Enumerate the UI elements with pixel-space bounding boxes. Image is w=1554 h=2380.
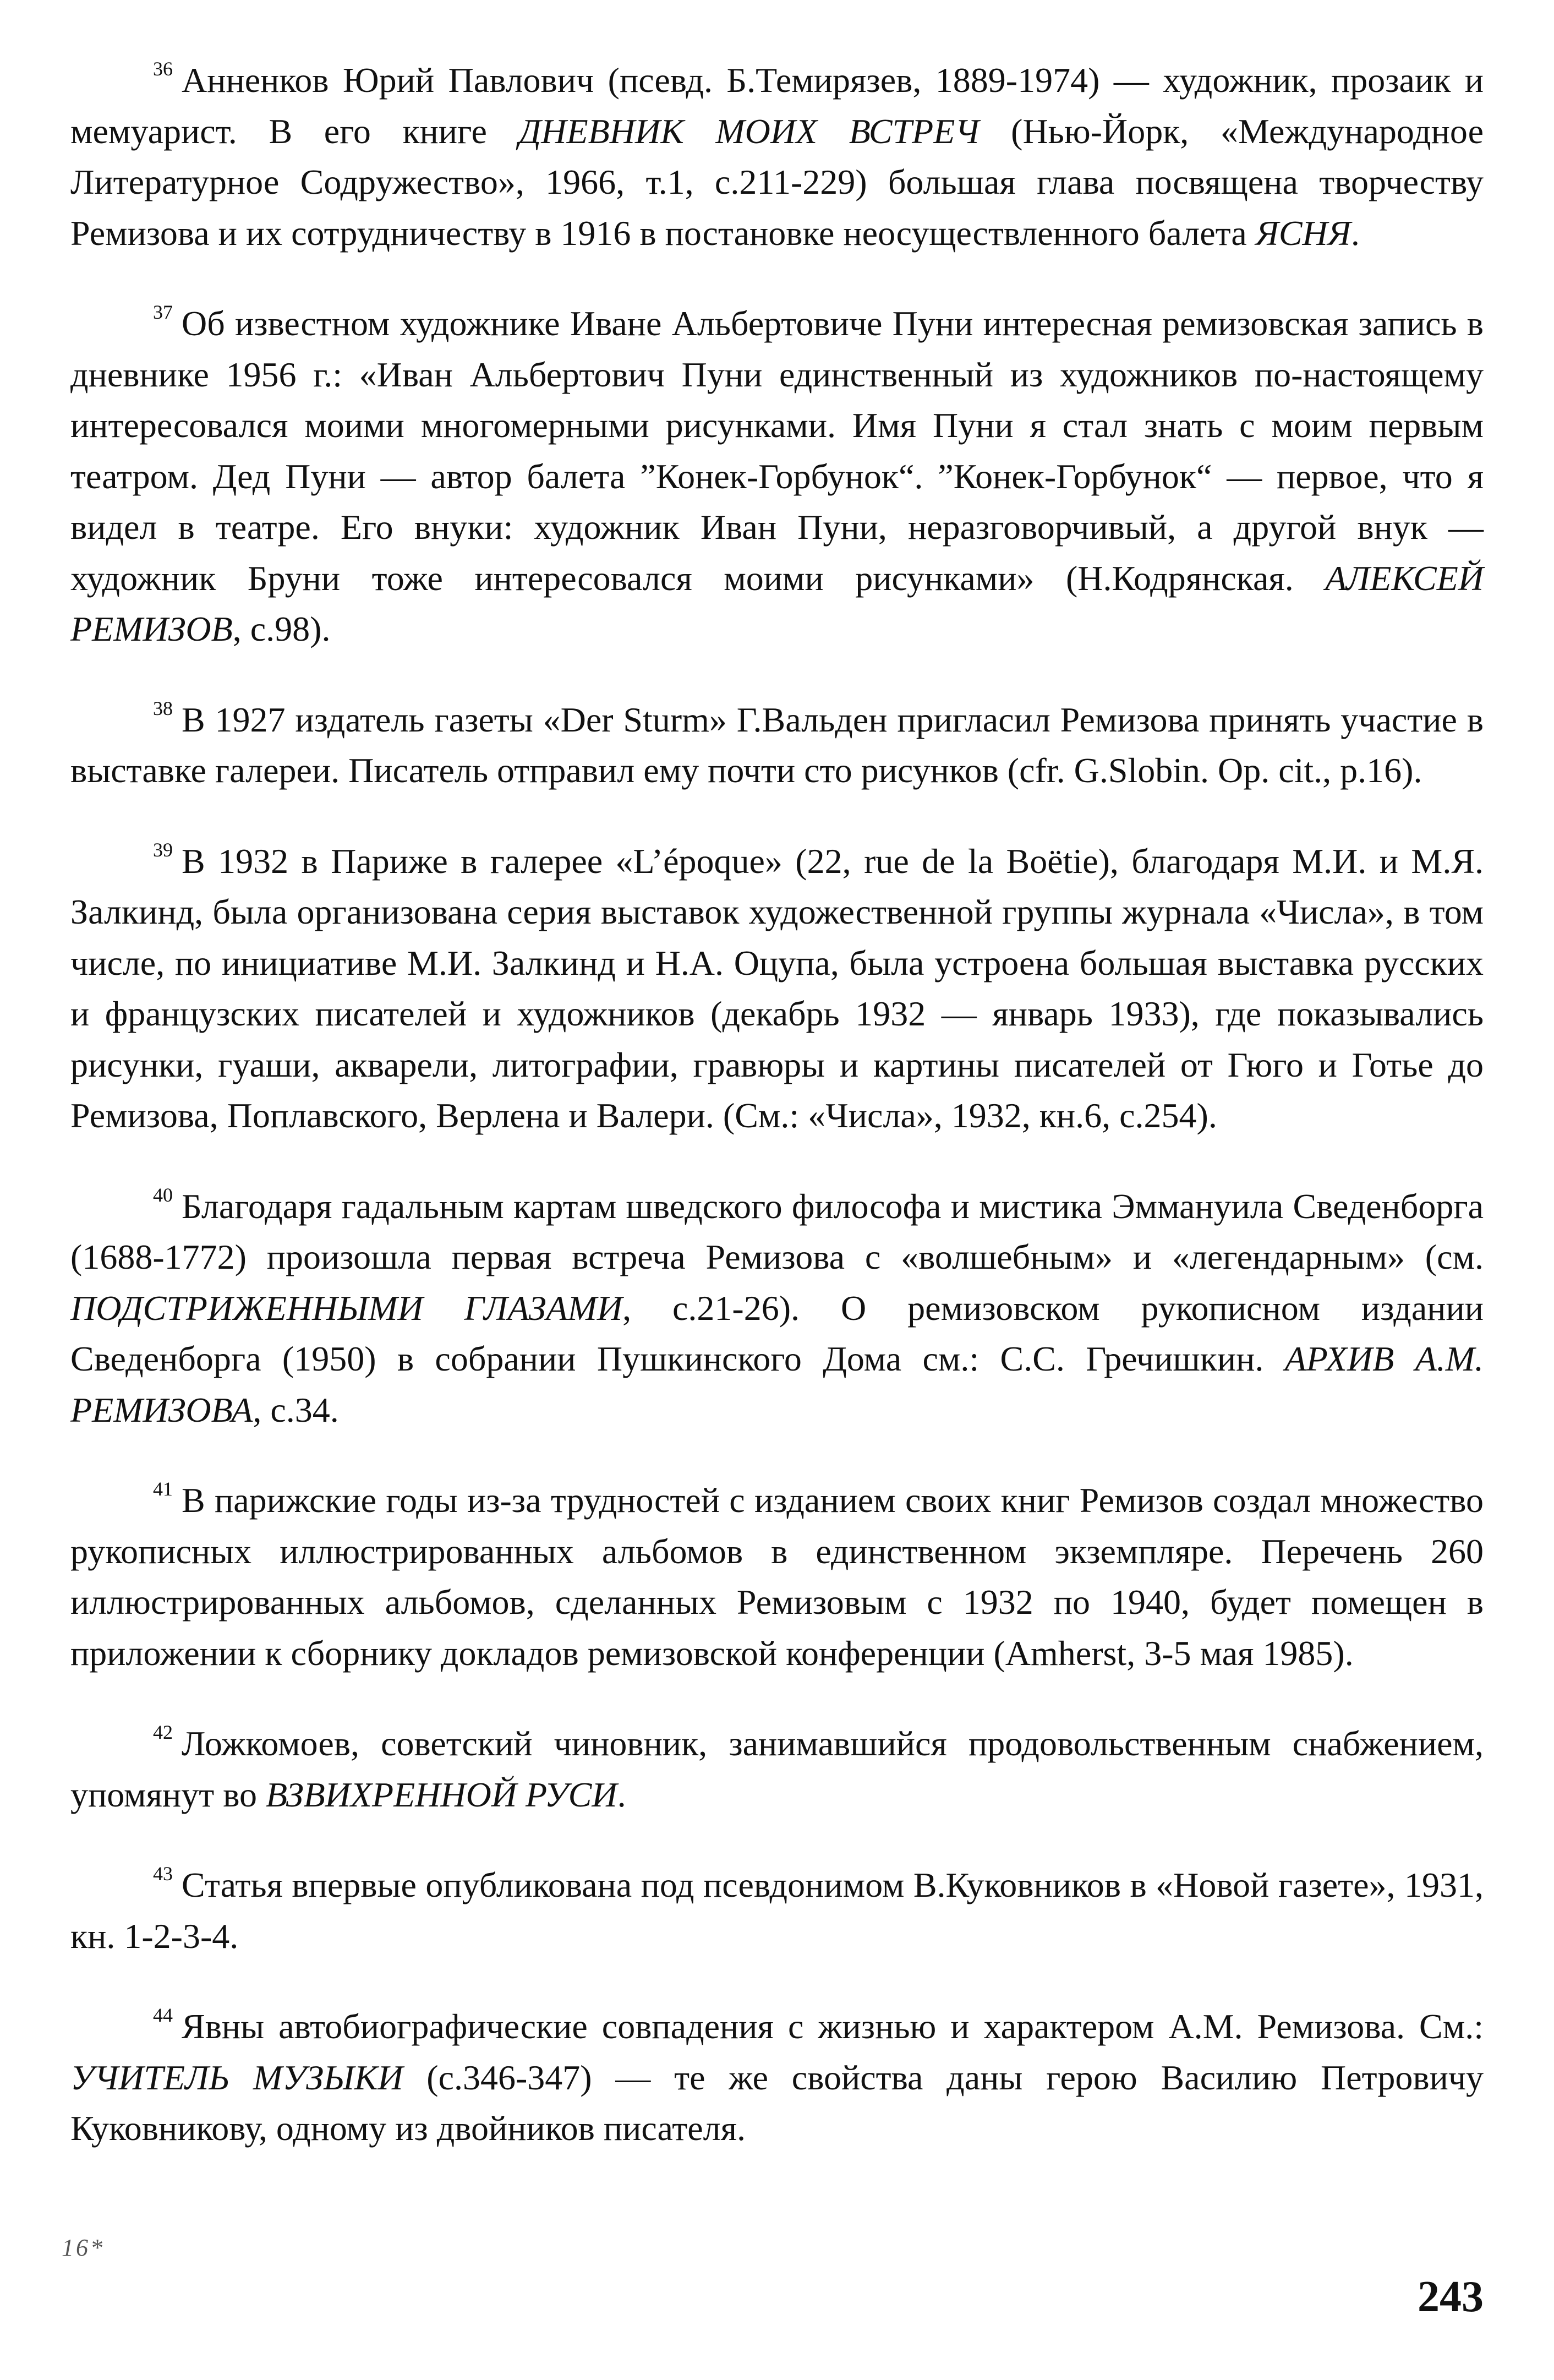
printer-signature-mark: 16* — [62, 2234, 105, 2261]
footnote-number: 38 — [153, 697, 173, 719]
book-title: ВЗВИХРЕННОЙ РУСИ — [265, 1775, 617, 1814]
footnote-text: Анненков Юрий Павлович (псевд. Б.Темирязев, 1889-1974) — художник, прозаик и мемуарист. В его книге — [70, 61, 1484, 151]
footnote-text: В 1932 в Париже в галерее «L’époque» (22, rue de la Boëtie), благодаря М.И. и М.Я. Залкинд, была организована серия выставок художественной группы журнала «Числа», в том числе, по инициативе М.И. Залкинд и Н.А. Оцупа, была устроена большая выставка русских и французских писателей и художников (декабрь 1932 — январь 1933), где показывались рисунки, гуаши, акварели, литографии, гравюры и картины писателей от Гюго и Готье до Ремизова, Поплавского, Верлена и Валери. (См.: «Числа», 1932, кн.6, с.254). — [70, 841, 1484, 1135]
footnote-text: Об известном художнике Иване Альбертовиче Пуни интересная ремизовская запись в дневнике 1956 г.: «Иван Альбертович Пуни единственный из художников по-настоящему интересовался моими многомерными рисунками. Имя Пуни я стал знать с моим первым театром. Дед Пуни — автор балета ”Конек-Горбунок“. ”Конек-Горбунок“ — первое, что я видел в театре. Его внуки: художник Иван Пуни, неразговорчивый, а другой внук — художник Бруни тоже интересовался моими рисунками» (Н.Кодрянская. — [70, 304, 1484, 598]
footnote-37 — [70, 298, 1484, 655]
footnote-36 — [70, 55, 1484, 259]
footnote-number: 40 — [153, 1183, 173, 1206]
footnote-text: , с.21-26). О ремизовском рукописном издании Сведенборга (1950) в собрании Пушкинского Дома см.: С.С. Гречишкин. — [70, 1288, 1484, 1378]
footnote-text: . — [1350, 213, 1360, 253]
footnote-number: 42 — [153, 1721, 173, 1743]
book-title: ДНЕВНИК МОИХ ВСТРЕЧ — [518, 111, 980, 151]
book-title: УЧИТЕЛЬ МУЗЫКИ — [70, 2057, 403, 2097]
footnote-41 — [70, 1475, 1484, 1679]
footnote-number: 37 — [153, 301, 173, 323]
footnote-text: Явны автобиографические совпадения с жизнью и характером А.М. Ремизова. См.: — [182, 2007, 1484, 2046]
footnote-44 — [70, 2001, 1484, 2154]
footnote-text: В 1927 издатель газеты «Der Sturm» Г.Вальден пригласил Ремизова принять участие в выставке галереи. Писатель отправил ему почти сто рисунков (cfr. G.Slobin. Op. cit., p.16). — [70, 700, 1484, 790]
footnote-text: . — [617, 1775, 626, 1814]
footnotes-column — [70, 55, 1484, 2194]
footnote-38 — [70, 695, 1484, 796]
book-title: АРХИВ А.М. РЕМИЗОВА — [70, 1339, 1484, 1429]
footnote-40 — [70, 1181, 1484, 1436]
footnote-number: 36 — [153, 58, 173, 80]
footnote-text: (с.346-347) — те же свойства даны герою Василию Петровичу Куковникову, одному из двойников писателя. — [70, 2057, 1484, 2148]
footnote-39 — [70, 836, 1484, 1142]
footnote-43 — [70, 1860, 1484, 1962]
footnote-text: Ложкомоев, советский чиновник, занимавшийся продовольственным снабжением, упомянут во — [70, 1724, 1484, 1814]
footnote-text: , с.98). — [232, 609, 331, 648]
footnote-number: 41 — [153, 1478, 173, 1500]
page-number: 243 — [1418, 2273, 1484, 2321]
footnote-42 — [70, 1718, 1484, 1820]
footnote-number: 39 — [153, 838, 173, 861]
book-title: ПОДСТРИЖЕННЫМИ ГЛАЗАМИ — [70, 1288, 623, 1328]
footnote-text: Статья впервые опубликована под псевдонимом В.Куковников в «Новой газете», 1931, кн. 1-2-3-4. — [70, 1865, 1484, 1956]
book-title: ЯСНЯ — [1255, 213, 1351, 253]
footnote-text: (Нью-Йорк, «Международное Литературное Содружество», 1966, т.1, с.211-229) большая глава посвящена творчеству Ремизова и их сотрудничеству в 1916 в постановке неосуществленного балета — [70, 111, 1484, 253]
footnote-text: , с.34. — [253, 1390, 339, 1429]
footnote-text: Благодаря гадальным картам шведского философа и мистика Эммануила Сведенборга (1688-1772) произошла первая встреча Ремизова с «волшебным» и «легендарным» (см. — [70, 1186, 1484, 1276]
footnote-number: 43 — [153, 1863, 173, 1885]
footnote-number: 44 — [153, 2004, 173, 2026]
footnote-text: В парижские годы из-за трудностей с изданием своих книг Ремизов создал множество рукописных иллюстрированных альбомов в единственном экземпляре. Перечень 260 иллюстрированных альбомов, сделанных Ремизовым с 1932 по 1940, будет помещен в приложении к сборнику докладов ремизовской конференции (Amherst, 3-5 мая 1985). — [70, 1481, 1484, 1673]
book-title: АЛЕКСЕЙ РЕМИЗОВ — [70, 558, 1484, 648]
